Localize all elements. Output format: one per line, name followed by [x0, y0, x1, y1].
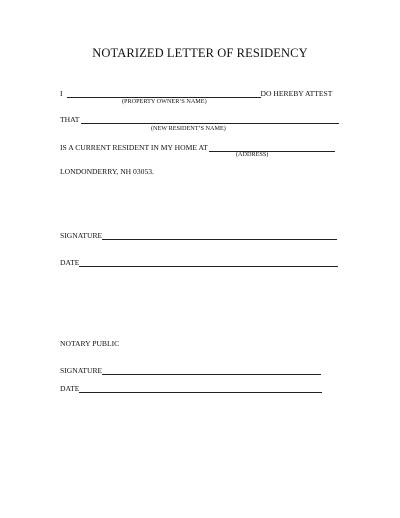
- date-label: DATE: [60, 258, 80, 267]
- line1-suffix: DO HEREBY ATTEST: [260, 89, 333, 98]
- property-owner-name-field[interactable]: [67, 89, 261, 98]
- date-field[interactable]: [79, 258, 338, 267]
- line3-prefix: IS A CURRENT RESIDENT IN MY HOME AT: [60, 143, 208, 152]
- notary-date-field[interactable]: [79, 384, 322, 393]
- address-line: [60, 143, 335, 152]
- line2-prefix: THAT: [60, 115, 80, 124]
- address-caption: (ADDRESS): [236, 151, 269, 158]
- signature-line: [60, 231, 337, 240]
- new-resident-line: [60, 115, 339, 124]
- page-title: NOTARIZED LETTER OF RESIDENCY: [92, 46, 308, 60]
- signature-label: SIGNATURE: [60, 231, 103, 240]
- property-owner-line: [60, 89, 332, 98]
- location-text: LONDONDERRY, NH 03053.: [60, 167, 154, 176]
- notary-signature-line: [60, 366, 321, 375]
- property-owner-caption: (PROPERTY OWNER’S NAME): [122, 98, 207, 105]
- new-resident-caption: (NEW RESIDENT’S NAME): [151, 125, 226, 132]
- notary-signature-field[interactable]: [102, 366, 321, 375]
- address-field[interactable]: [209, 143, 335, 152]
- notary-heading: NOTARY PUBLIC: [60, 339, 120, 348]
- notary-date-label: DATE: [60, 384, 80, 393]
- notary-signature-label: SIGNATURE: [60, 366, 103, 375]
- date-line: [60, 258, 338, 267]
- new-resident-name-field[interactable]: [81, 115, 339, 124]
- notary-date-line: [60, 384, 322, 393]
- signature-field[interactable]: [102, 231, 337, 240]
- line1-prefix: I: [60, 89, 63, 98]
